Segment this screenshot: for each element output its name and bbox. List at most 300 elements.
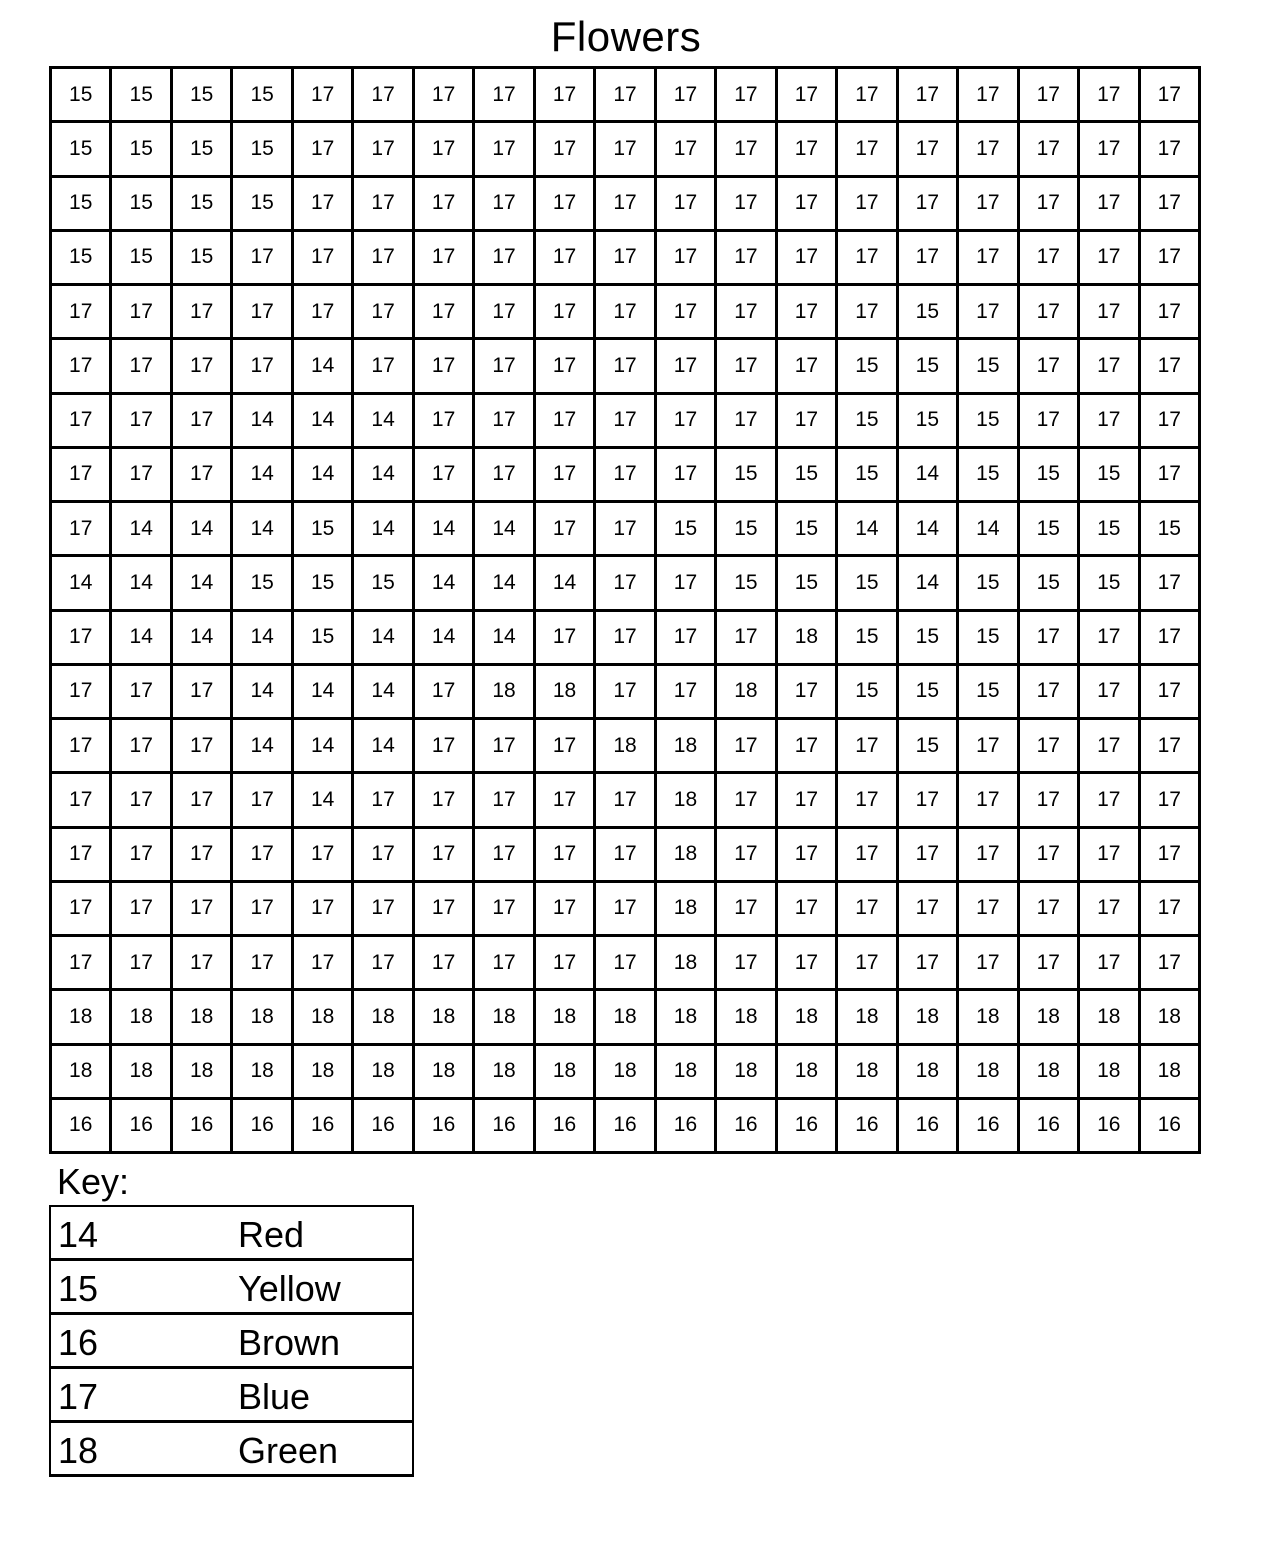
grid-cell: 17	[899, 883, 959, 937]
grid-cell: 15	[899, 395, 959, 449]
grid-cell: 15	[1141, 503, 1201, 557]
grid-cell: 17	[1020, 720, 1080, 774]
grid-cell: 15	[354, 557, 414, 611]
grid-cell: 17	[596, 395, 656, 449]
grid-cell: 17	[415, 829, 475, 883]
grid-cell: 17	[173, 774, 233, 828]
grid-cell: 18	[778, 991, 838, 1045]
grid-cell: 14	[52, 557, 112, 611]
grid-cell: 17	[1141, 340, 1201, 394]
grid-cell: 17	[959, 178, 1019, 232]
grid-cell: 17	[596, 883, 656, 937]
grid-cell: 17	[596, 557, 656, 611]
key-row	[51, 1261, 412, 1315]
grid-cell: 17	[1080, 232, 1140, 286]
grid-cell: 16	[415, 1100, 475, 1154]
grid-cell: 18	[1080, 1046, 1140, 1100]
grid-cell: 17	[415, 69, 475, 123]
grid-cell: 17	[838, 774, 898, 828]
grid-cell: 18	[475, 666, 535, 720]
grid-cell: 16	[657, 1100, 717, 1154]
grid-cell: 17	[415, 774, 475, 828]
grid-cell: 17	[838, 937, 898, 991]
grid-cell: 17	[52, 883, 112, 937]
grid-cell: 17	[415, 178, 475, 232]
grid-cell: 17	[415, 666, 475, 720]
grid-cell: 17	[778, 69, 838, 123]
grid-cell: 17	[1080, 883, 1140, 937]
grid-cell: 17	[415, 340, 475, 394]
grid-cell: 17	[1141, 395, 1201, 449]
grid-cell: 18	[354, 1046, 414, 1100]
grid-cell: 18	[294, 991, 354, 1045]
grid-cell: 17	[294, 883, 354, 937]
grid-cell: 17	[354, 883, 414, 937]
grid-cell: 15	[173, 69, 233, 123]
grid-cell: 17	[899, 69, 959, 123]
grid-cell: 17	[415, 123, 475, 177]
grid-cell: 17	[1141, 937, 1201, 991]
grid-cell: 15	[717, 449, 777, 503]
grid-cell: 17	[596, 774, 656, 828]
grid-cell: 17	[173, 937, 233, 991]
grid-cell: 15	[112, 178, 172, 232]
grid-cell: 17	[778, 395, 838, 449]
grid-cell: 17	[536, 69, 596, 123]
grid-cell: 17	[1141, 557, 1201, 611]
grid-cell: 17	[838, 123, 898, 177]
grid-cell: 17	[596, 829, 656, 883]
grid-cell: 17	[52, 829, 112, 883]
grid-cell: 14	[294, 340, 354, 394]
grid-cell: 17	[1080, 286, 1140, 340]
grid-cell: 17	[294, 123, 354, 177]
grid-cell: 17	[657, 123, 717, 177]
grid-cell: 17	[1020, 340, 1080, 394]
grid-cell: 16	[173, 1100, 233, 1154]
grid-cell: 17	[1141, 69, 1201, 123]
grid-cell: 15	[52, 123, 112, 177]
grid-cell: 15	[1080, 503, 1140, 557]
key-color-name: Blue	[238, 1376, 311, 1417]
grid-cell: 18	[52, 1046, 112, 1100]
grid-cell: 14	[233, 449, 293, 503]
key-row	[51, 1423, 412, 1477]
key-color-name: Green	[238, 1430, 339, 1471]
grid-cell: 14	[415, 612, 475, 666]
grid-cell: 17	[294, 829, 354, 883]
grid-cell: 15	[233, 557, 293, 611]
grid-cell: 17	[959, 123, 1019, 177]
grid-cell: 18	[52, 991, 112, 1045]
grid-cell: 17	[475, 774, 535, 828]
grid-cell: 17	[52, 937, 112, 991]
grid-cell: 17	[1141, 612, 1201, 666]
grid-cell: 17	[1080, 937, 1140, 991]
grid-cell: 17	[536, 286, 596, 340]
grid-cell: 17	[778, 720, 838, 774]
grid-cell: 15	[112, 123, 172, 177]
grid-cell: 17	[657, 232, 717, 286]
grid-cell: 17	[233, 232, 293, 286]
grid-cell: 17	[959, 774, 1019, 828]
grid-cell: 14	[294, 774, 354, 828]
grid-cell: 14	[233, 666, 293, 720]
grid-cell: 15	[838, 449, 898, 503]
grid-cell: 14	[475, 557, 535, 611]
grid-cell: 17	[112, 395, 172, 449]
key-color-name: Yellow	[238, 1268, 341, 1309]
grid-cell: 15	[778, 503, 838, 557]
grid-cell: 15	[959, 557, 1019, 611]
grid-cell: 17	[717, 178, 777, 232]
grid-cell: 15	[959, 612, 1019, 666]
grid-cell: 18	[415, 1046, 475, 1100]
grid-cell: 16	[536, 1100, 596, 1154]
grid-cell: 17	[899, 232, 959, 286]
grid-cell: 17	[52, 666, 112, 720]
grid-cell: 16	[596, 1100, 656, 1154]
grid-cell: 17	[778, 883, 838, 937]
grid-cell: 17	[1141, 720, 1201, 774]
grid-cell: 18	[596, 720, 656, 774]
grid-cell: 15	[959, 340, 1019, 394]
grid-cell: 17	[1080, 340, 1140, 394]
grid-cell: 15	[112, 69, 172, 123]
grid-cell: 16	[294, 1100, 354, 1154]
grid-cell: 17	[717, 612, 777, 666]
grid-cell: 17	[415, 449, 475, 503]
grid-cell: 14	[294, 666, 354, 720]
grid-cell: 15	[1080, 449, 1140, 503]
grid-cell: 14	[475, 612, 535, 666]
grid-cell: 17	[173, 883, 233, 937]
grid-cell: 17	[899, 829, 959, 883]
grid-cell: 17	[354, 123, 414, 177]
key-row	[51, 1315, 412, 1369]
grid-cell: 17	[1020, 286, 1080, 340]
grid-cell: 17	[112, 774, 172, 828]
grid-cell: 15	[173, 232, 233, 286]
grid-cell: 17	[112, 340, 172, 394]
grid-cell: 17	[52, 612, 112, 666]
grid-cell: 17	[778, 666, 838, 720]
grid-cell: 17	[657, 612, 717, 666]
grid-cell: 18	[536, 991, 596, 1045]
grid-cell: 14	[294, 449, 354, 503]
grid-cell: 17	[354, 937, 414, 991]
key-number: 18	[58, 1430, 99, 1471]
grid-cell: 16	[233, 1100, 293, 1154]
grid-cell: 17	[1080, 395, 1140, 449]
grid-cell: 17	[717, 720, 777, 774]
grid-cell: 15	[838, 612, 898, 666]
grid-cell: 17	[1080, 666, 1140, 720]
grid-cell: 17	[838, 829, 898, 883]
grid-cell: 17	[536, 449, 596, 503]
grid-cell: 17	[475, 286, 535, 340]
grid-cell: 17	[1020, 774, 1080, 828]
grid-cell: 17	[233, 340, 293, 394]
grid-cell: 17	[52, 720, 112, 774]
grid-cell: 14	[233, 503, 293, 557]
grid-cell: 15	[838, 666, 898, 720]
grid-cell: 17	[475, 123, 535, 177]
grid-cell: 18	[657, 883, 717, 937]
grid-cell: 17	[173, 829, 233, 883]
grid-cell: 17	[657, 69, 717, 123]
grid-cell: 17	[596, 449, 656, 503]
grid-cell: 17	[717, 123, 777, 177]
number-grid	[49, 66, 1201, 1154]
grid-cell: 17	[173, 286, 233, 340]
grid-cell: 16	[717, 1100, 777, 1154]
key-number: 17	[58, 1376, 99, 1417]
grid-cell: 17	[294, 937, 354, 991]
grid-cell: 18	[596, 991, 656, 1045]
grid-cell: 14	[415, 557, 475, 611]
grid-cell: 17	[52, 395, 112, 449]
grid-cell: 17	[294, 286, 354, 340]
grid-cell: 14	[959, 503, 1019, 557]
grid-cell: 15	[959, 395, 1019, 449]
grid-cell: 17	[112, 937, 172, 991]
grid-cell: 17	[1020, 666, 1080, 720]
grid-cell: 17	[596, 612, 656, 666]
grid-cell: 17	[52, 449, 112, 503]
grid-cell: 18	[1020, 1046, 1080, 1100]
grid-cell: 14	[112, 612, 172, 666]
grid-cell: 17	[294, 232, 354, 286]
grid-cell: 18	[233, 991, 293, 1045]
grid-cell: 18	[112, 1046, 172, 1100]
grid-cell: 17	[536, 395, 596, 449]
grid-cell: 17	[657, 449, 717, 503]
grid-cell: 17	[536, 503, 596, 557]
grid-cell: 17	[1020, 883, 1080, 937]
grid-cell: 17	[536, 178, 596, 232]
grid-cell: 17	[475, 69, 535, 123]
grid-cell: 17	[536, 720, 596, 774]
grid-cell: 16	[959, 1100, 1019, 1154]
grid-cell: 17	[838, 178, 898, 232]
grid-cell: 18	[1080, 991, 1140, 1045]
grid-cell: 14	[899, 503, 959, 557]
grid-cell: 17	[1020, 178, 1080, 232]
page-title: Flowers	[550, 13, 702, 60]
grid-cell: 17	[838, 720, 898, 774]
grid-cell: 18	[657, 774, 717, 828]
grid-cell: 17	[52, 340, 112, 394]
grid-cell: 15	[1020, 449, 1080, 503]
grid-cell: 14	[354, 449, 414, 503]
grid-cell: 17	[596, 340, 656, 394]
grid-cell: 17	[717, 69, 777, 123]
grid-cell: 17	[596, 232, 656, 286]
grid-cell: 16	[112, 1100, 172, 1154]
grid-cell: 17	[899, 178, 959, 232]
key-number: 15	[58, 1268, 99, 1309]
grid-cell: 17	[778, 340, 838, 394]
grid-cell: 18	[475, 1046, 535, 1100]
grid-cell: 15	[52, 232, 112, 286]
grid-cell: 15	[838, 340, 898, 394]
grid-cell: 17	[1020, 829, 1080, 883]
grid-cell: 17	[1020, 232, 1080, 286]
grid-cell: 15	[233, 69, 293, 123]
grid-cell: 17	[838, 69, 898, 123]
grid-cell: 18	[475, 991, 535, 1045]
grid-cell: 17	[112, 449, 172, 503]
grid-cell: 17	[657, 286, 717, 340]
grid-cell: 17	[233, 774, 293, 828]
grid-cell: 17	[1080, 774, 1140, 828]
grid-cell: 18	[657, 1046, 717, 1100]
grid-cell: 17	[475, 829, 535, 883]
grid-cell: 17	[838, 883, 898, 937]
grid-cell: 17	[475, 232, 535, 286]
grid-cell: 15	[899, 286, 959, 340]
grid-cell: 15	[173, 178, 233, 232]
grid-cell: 15	[233, 178, 293, 232]
grid-cell: 18	[112, 991, 172, 1045]
grid-cell: 17	[1020, 612, 1080, 666]
grid-cell: 15	[778, 449, 838, 503]
grid-cell: 17	[717, 774, 777, 828]
grid-cell: 17	[778, 123, 838, 177]
grid-cell: 17	[1141, 232, 1201, 286]
grid-cell: 17	[475, 395, 535, 449]
grid-cell: 15	[294, 557, 354, 611]
grid-cell: 17	[475, 449, 535, 503]
grid-cell: 17	[112, 286, 172, 340]
grid-cell: 16	[1141, 1100, 1201, 1154]
grid-cell: 17	[899, 937, 959, 991]
grid-cell: 17	[717, 883, 777, 937]
grid-cell: 17	[717, 937, 777, 991]
grid-cell: 17	[1141, 449, 1201, 503]
grid-cell: 17	[899, 774, 959, 828]
grid-cell: 14	[475, 503, 535, 557]
grid-cell: 18	[899, 1046, 959, 1100]
grid-cell: 14	[112, 557, 172, 611]
grid-cell: 18	[1141, 991, 1201, 1045]
grid-cell: 15	[294, 612, 354, 666]
grid-cell: 17	[233, 286, 293, 340]
grid-cell: 15	[899, 666, 959, 720]
grid-cell: 15	[778, 557, 838, 611]
grid-cell: 17	[536, 883, 596, 937]
grid-cell: 15	[1020, 503, 1080, 557]
grid-cell: 15	[959, 449, 1019, 503]
grid-cell: 17	[1020, 937, 1080, 991]
grid-cell: 17	[778, 286, 838, 340]
grid-cell: 18	[536, 1046, 596, 1100]
grid-cell: 14	[173, 557, 233, 611]
grid-cell: 18	[173, 991, 233, 1045]
grid-cell: 17	[657, 557, 717, 611]
grid-cell: 15	[112, 232, 172, 286]
grid-cell: 17	[596, 286, 656, 340]
grid-cell: 17	[1080, 123, 1140, 177]
grid-cell: 17	[294, 69, 354, 123]
grid-cell: 17	[1080, 720, 1140, 774]
grid-cell: 17	[717, 340, 777, 394]
grid-cell: 17	[899, 123, 959, 177]
grid-cell: 14	[415, 503, 475, 557]
grid-cell: 15	[838, 395, 898, 449]
key-color-name: Red	[238, 1214, 305, 1255]
grid-cell: 18	[717, 666, 777, 720]
grid-cell: 18	[294, 1046, 354, 1100]
grid-cell: 17	[233, 829, 293, 883]
grid-cell: 17	[52, 503, 112, 557]
grid-cell: 16	[899, 1100, 959, 1154]
grid-cell: 17	[112, 883, 172, 937]
grid-cell: 17	[475, 340, 535, 394]
grid-cell: 15	[717, 557, 777, 611]
grid-cell: 17	[354, 829, 414, 883]
grid-cell: 14	[173, 503, 233, 557]
grid-cell: 17	[838, 232, 898, 286]
grid-cell: 17	[415, 720, 475, 774]
key-row	[51, 1207, 412, 1261]
grid-cell: 14	[233, 612, 293, 666]
grid-cell: 18	[838, 1046, 898, 1100]
grid-cell: 17	[657, 666, 717, 720]
grid-cell: 17	[354, 340, 414, 394]
grid-cell: 16	[354, 1100, 414, 1154]
grid-cell: 18	[778, 612, 838, 666]
key-number: 16	[58, 1322, 99, 1363]
grid-cell: 17	[959, 829, 1019, 883]
grid-cell: 17	[778, 774, 838, 828]
grid-cell: 17	[415, 883, 475, 937]
grid-cell: 17	[717, 232, 777, 286]
grid-cell: 17	[959, 232, 1019, 286]
grid-cell: 15	[657, 503, 717, 557]
grid-cell: 17	[1141, 666, 1201, 720]
grid-cell: 14	[233, 720, 293, 774]
grid-cell: 17	[1080, 69, 1140, 123]
grid-cell: 16	[52, 1100, 112, 1154]
grid-cell: 17	[536, 829, 596, 883]
grid-cell: 17	[112, 666, 172, 720]
grid-cell: 17	[1080, 178, 1140, 232]
grid-cell: 18	[1141, 1046, 1201, 1100]
grid-cell: 15	[899, 340, 959, 394]
grid-cell: 17	[1141, 829, 1201, 883]
grid-cell: 18	[717, 991, 777, 1045]
grid-cell: 17	[52, 286, 112, 340]
grid-cell: 17	[959, 286, 1019, 340]
grid-cell: 14	[354, 612, 414, 666]
grid-cell: 18	[899, 991, 959, 1045]
grid-cell: 17	[1141, 774, 1201, 828]
grid-cell: 18	[778, 1046, 838, 1100]
grid-cell: 17	[536, 774, 596, 828]
grid-cell: 14	[354, 395, 414, 449]
grid-cell: 17	[1020, 123, 1080, 177]
grid-cell: 17	[354, 774, 414, 828]
grid-cell: 18	[657, 829, 717, 883]
grid-cell: 17	[52, 774, 112, 828]
grid-cell: 16	[1020, 1100, 1080, 1154]
key-label: Key:	[57, 1161, 130, 1202]
grid-cell: 17	[415, 232, 475, 286]
grid-cell: 17	[959, 883, 1019, 937]
grid-cell: 18	[657, 991, 717, 1045]
